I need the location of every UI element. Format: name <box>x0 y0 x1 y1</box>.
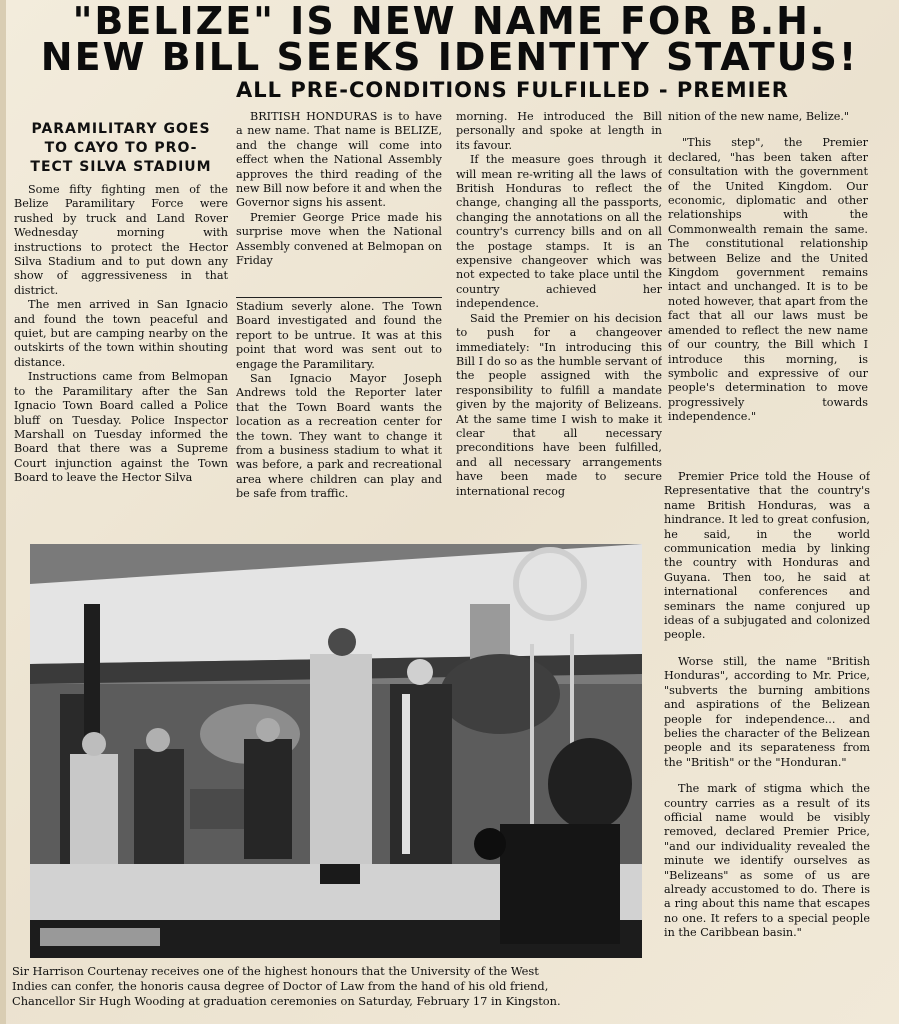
main-story-paragraph: The mark of stigma which the country carries as a result of its official name would be visibly removed, declared Premier Price, "and our individuality revealed the minute we identify ourselves as "Belizeans" as some of us are already accustomed to do. There is a ring about this name that escapes no one. It refers to a special people in the Caribbean basin." <box>664 782 870 940</box>
photo-caption-line: Chancellor Sir Hugh Wooding at graduation ceremonies on Saturday, February 17 in Kingston. <box>12 994 561 1008</box>
headline-line-2: NEW BILL SEEKS IDENTITY STATUS! <box>40 35 859 79</box>
photo-caption-line: Indies can confer, the honoris causa degree of Doctor of Law from the hand of his old friend, <box>12 979 549 993</box>
side-story-paragraph: Instructions came from Belmopan to the Paramilitary after the San Ignacio Town Board called a Police bluff on Tuesday. Police Inspector Marshall on Tuesday informed the Board that there was a Supreme Court injunction against the Town Board to leave the Hector Silva <box>14 370 228 485</box>
photo-illustration <box>30 544 642 958</box>
main-story-column-4-lower <box>664 470 870 1010</box>
side-story-title-line: PARAMILITARY GOES <box>31 121 211 137</box>
main-story-paragraph: "This step", the Premier declared, "has been taken after consultation with the government of the United Kingdom. Our economic, diplomatic and other relationships with the Commonwealth remain the same. The constitutional relationship between Belize and the United Kingdom government remains intact and unchanged. It is to be noted however, that apart from the fact that all our laws must be amended to reflect the new name of our country, the Bill which I introduce this morning, is symbolic and expressive of our people's determination to move progressively towards independence." <box>668 136 868 424</box>
photo-caption <box>12 964 664 1009</box>
headline-deck: ALL PRE-CONDITIONS FULFILLED - PREMIER <box>236 78 789 102</box>
main-story-paragraph: morning. He introduced the Bill personally and spoke at length in its favour. <box>456 110 662 152</box>
column-divider <box>236 297 442 298</box>
main-story-column-4 <box>668 110 868 462</box>
side-story-title-line: TECT SILVA STADIUM <box>30 159 212 175</box>
headline-line-1: "BELIZE" IS NEW NAME FOR B.H. <box>72 0 827 43</box>
main-story-paragraph: Premier Price told the House of Representative that the country's name British Honduras, was a hindrance. It led to great confusion, he said, in the world communication media by linking the country with Honduras and Guyana. Then too, he said at international conferences and seminars the name conjured up ideas of a subjugated and colonized people. <box>664 470 870 642</box>
side-story-title-line: TO CAYO TO PRO- <box>44 140 198 156</box>
page-edge <box>0 0 6 1024</box>
main-story-paragraph: BRITISH HONDURAS is to have a new name. That name is BELIZE, and the change will come into effect when the National Assembly approves the third reading of the new Bill now before it and when the Governor signs his assent. <box>236 110 442 210</box>
side-story-continued <box>236 300 442 536</box>
main-story-paragraph: Premier George Price made his surprise move when the National Assembly convened at Belmopan on Friday <box>236 210 442 268</box>
main-story-paragraph: Said the Premier on his decision to push for a changeover immediately: "In introducing this Bill I do so as the humble servant of the people assigned with the responsibility to fulfill a mandate given by the majority of Belizeans. At the same time I wish to make it clear that all necessary preconditions have been fulfilled, and all necessary arrangements have been made to secure international recog <box>456 311 662 498</box>
side-story-paragraph: The men arrived in San Ignacio and found the town peaceful and quiet, but are camping nearby on the outskirts of the town within shouting distance. <box>14 298 228 369</box>
main-story-column-3 <box>456 110 662 536</box>
main-story-paragraph: Worse still, the name "British Honduras", according to Mr. Price, "subverts the burning ambitions and aspirations of the Belizean people for independence... and belies the character of the Belizean people and its separateness from the "British" or the "Honduran." <box>664 654 870 769</box>
main-story-column-2 <box>236 110 442 296</box>
side-story-paragraph: Stadium severly alone. The Town Board investigated and found the report to be untrue. It was at this point that word was sent out to engage the Paramilitary. <box>236 300 442 371</box>
side-story-paragraph: Some fifty fighting men of the Belize Paramilitary Force were rushed by truck and Land Rover Wednesday morning with instructions to protect the Hector Silva Stadium and to put down any show of aggressiveness in that district. <box>14 183 228 297</box>
main-story-paragraph: If the measure goes through it will mean re-writing all the laws of British Honduras to reflect the change, changing all the passports, changing the annotations on all the country's currency bills and on all the postage stamps. It is an expensive changeover which was not expected to take place until the country achieved her independence. <box>456 153 662 311</box>
graduation-ceremony-photo <box>30 544 642 958</box>
side-story-column <box>14 120 228 532</box>
side-story-paragraph: San Ignacio Mayor Joseph Andrews told the Reporter later that the Town Board wants the location as a recreation center for the town. They want to change it from a business stadium to what it was before, a park and recreational area where children can play and be safe from traffic. <box>236 372 442 501</box>
main-story-paragraph: nition of the new name, Belize." <box>668 110 850 123</box>
photo-caption-line: Sir Harrison Courtenay receives one of the highest honours that the University of the West <box>12 964 539 978</box>
side-story-title <box>14 120 228 177</box>
